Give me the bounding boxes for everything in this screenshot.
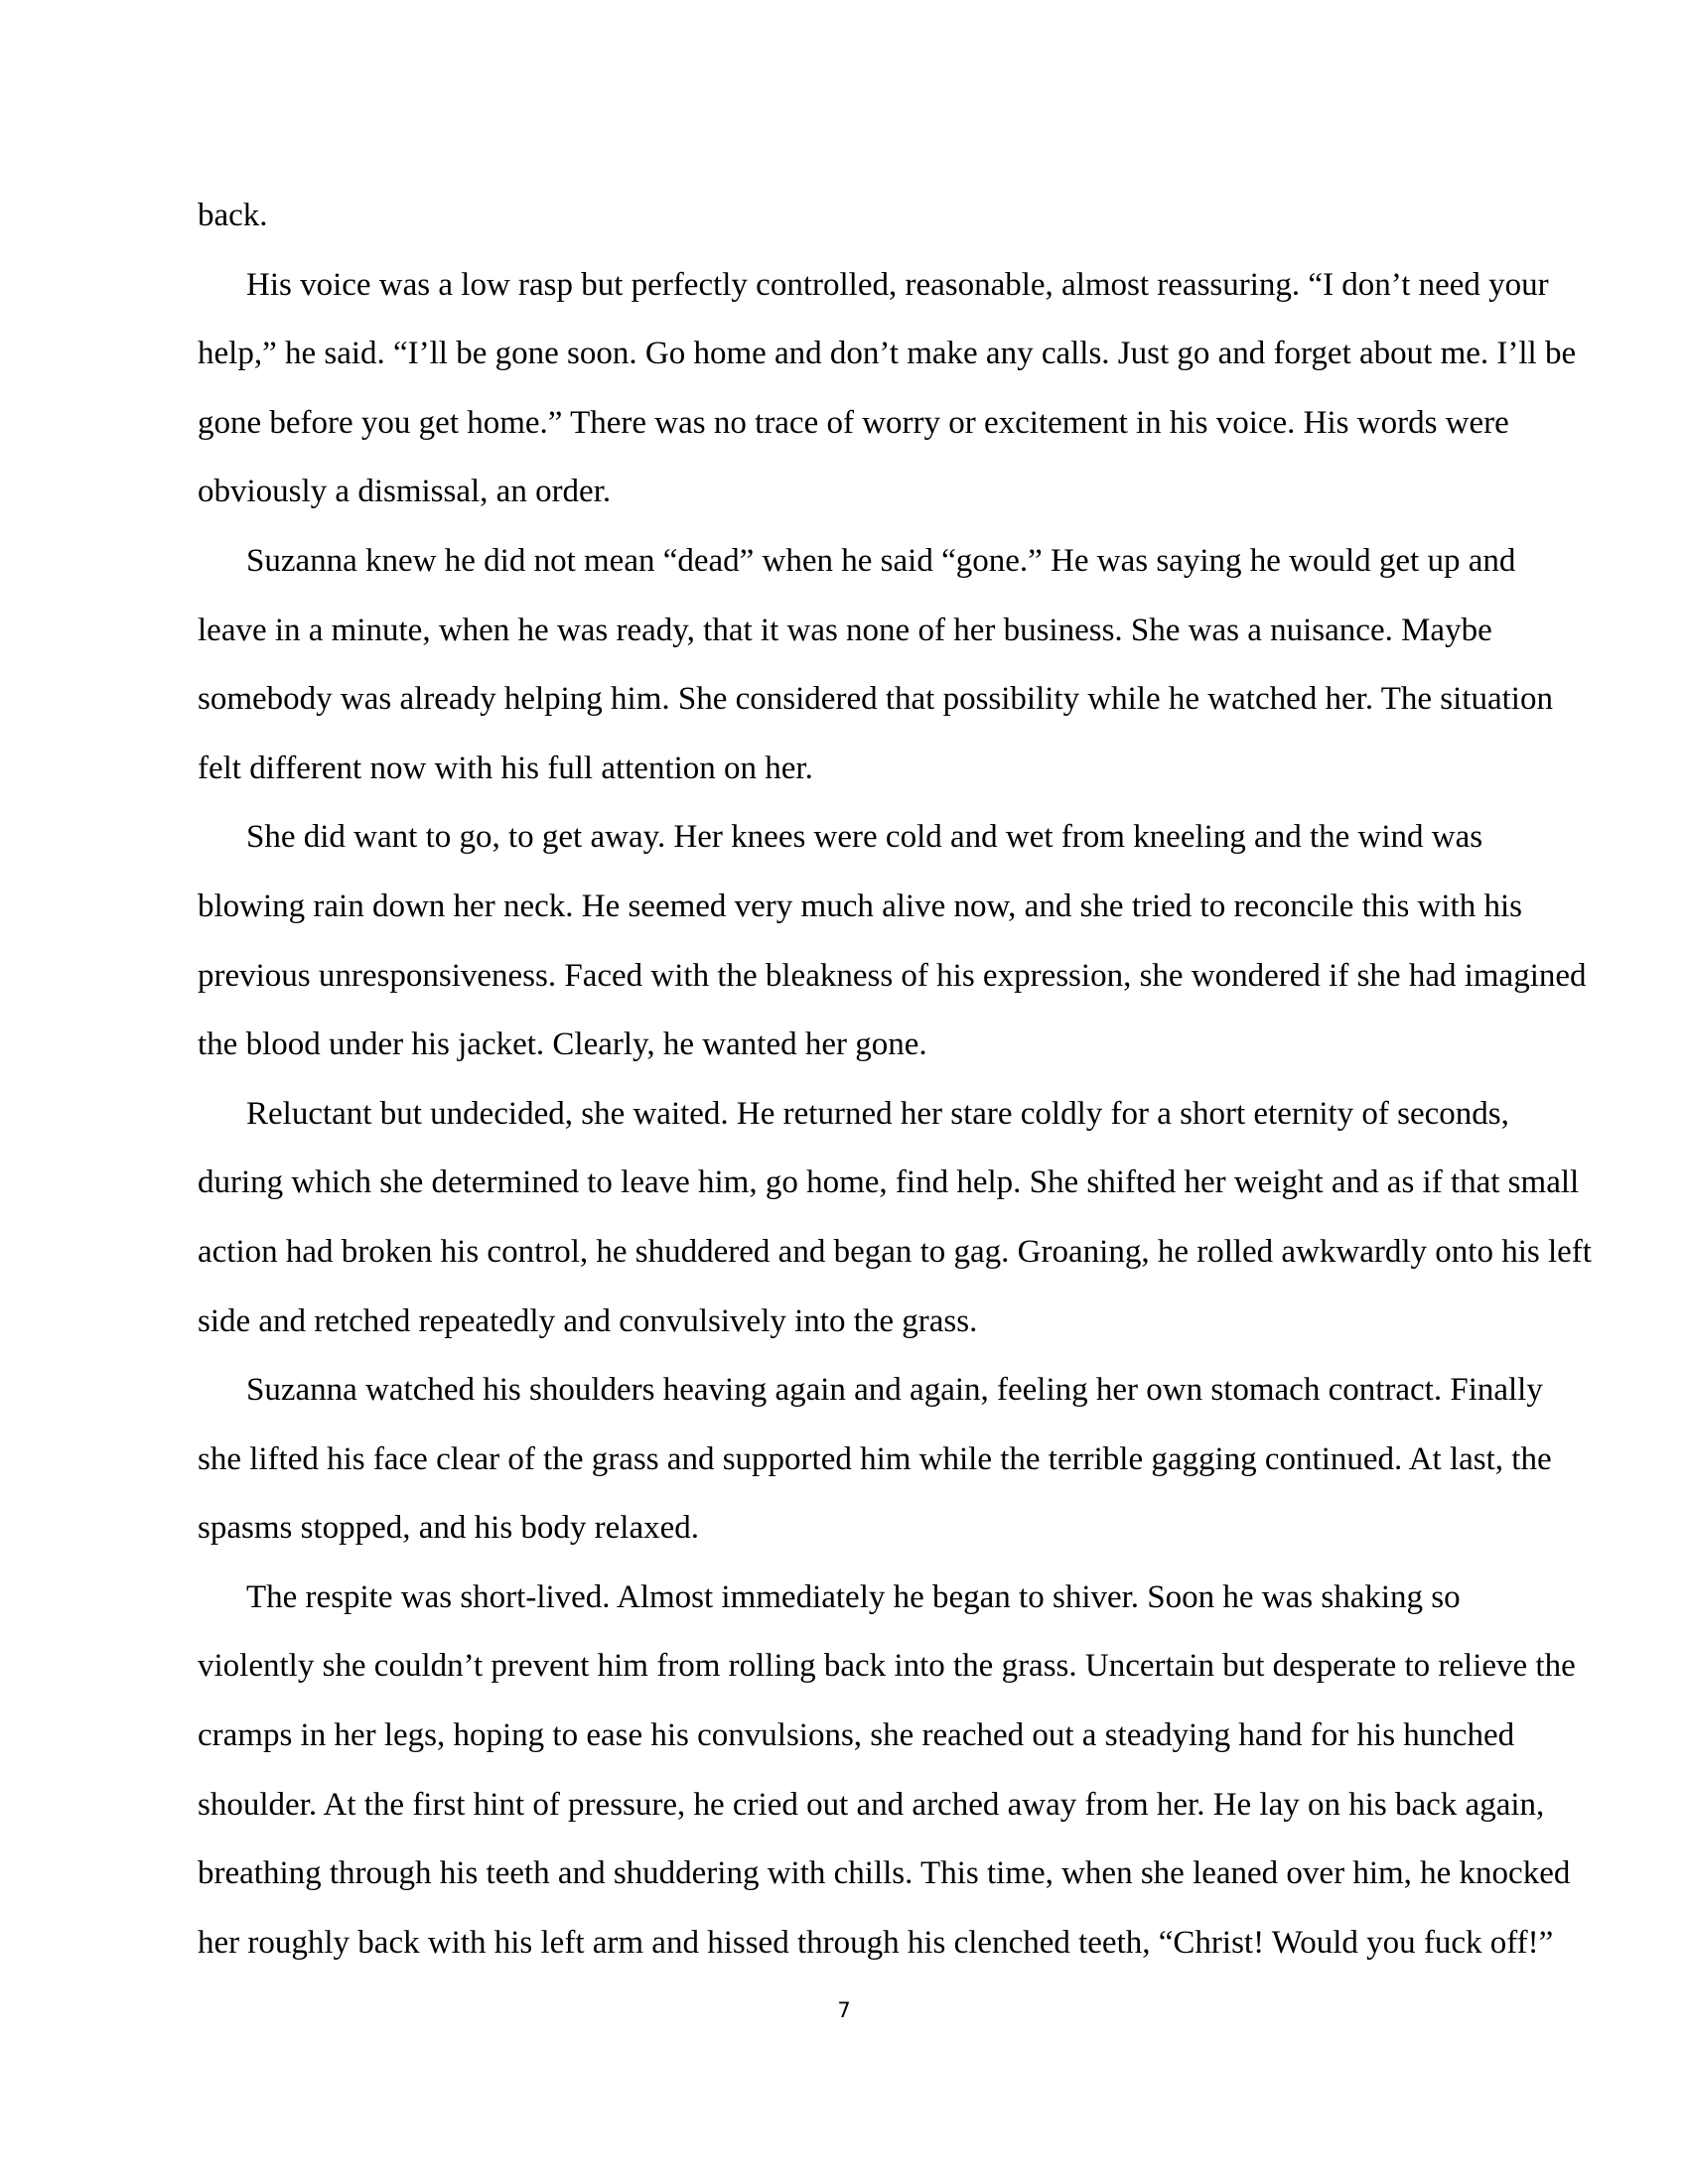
- body-text: [198, 196, 1592, 1991]
- paragraph: [198, 1577, 1576, 1992]
- text-line: obviously a dismissal, an order.: [198, 474, 612, 510]
- text-line: breathing through his teeth and shuddering with chills. This time, when she leaned over him, he knocked: [198, 1855, 1571, 1892]
- text-line: violently she couldn’t prevent him from rolling back into the grass. Uncertain but desperate to relieve the: [198, 1648, 1576, 1685]
- paragraph: [198, 1094, 1592, 1370]
- text-line: her roughly back with his left arm and hissed through his clenched teeth, “Christ! Would you fuck off!”: [198, 1924, 1554, 1961]
- text-line: help,” he said. “I’ll be gone soon. Go home and don’t make any calls. Just go and forget about me. I’ll be: [198, 336, 1577, 372]
- text-line: somebody was already helping him. She considered that possibility while he watched her. The situation: [198, 681, 1553, 718]
- text-line: Suzanna watched his shoulders heaving again and again, feeling her own stomach contract. Finally: [246, 1372, 1543, 1409]
- text-line: blowing rain down her neck. He seemed very much alive now, and she tried to reconcile this with his: [198, 887, 1522, 924]
- text-line: back.: [198, 198, 268, 233]
- text-line: the blood under his jacket. Clearly, he wanted her gone.: [198, 1026, 927, 1063]
- text-line: Reluctant but undecided, she waited. He returned her stare coldly for a short eternity of seconds,: [246, 1095, 1509, 1132]
- paragraph: [198, 1370, 1552, 1577]
- paragraph: [198, 541, 1553, 817]
- text-line: felt different now with his full attention on her.: [198, 750, 813, 786]
- text-line: shoulder. At the first hint of pressure, he cried out and arched away from her. He lay on his back again,: [198, 1786, 1545, 1823]
- paragraph: [198, 817, 1587, 1093]
- text-line: The respite was short-lived. Almost immediately he began to shiver. Soon he was shaking so: [246, 1578, 1461, 1615]
- text-line: Suzanna knew he did not mean “dead” when he said “gone.” He was saying he would get up and: [246, 542, 1516, 579]
- paragraph: [198, 265, 1577, 541]
- text-line: gone before you get home.” There was no trace of worry or excitement in his voice. His words were: [198, 404, 1509, 441]
- paragraph: [198, 196, 1508, 265]
- text-line: previous unresponsiveness. Faced with the bleakness of his expression, she wondered if she had imagined: [198, 957, 1587, 994]
- page-number: 7: [837, 1998, 851, 2022]
- text-line: His voice was a low rasp but perfectly controlled, reasonable, almost reassuring. “I don’t need your: [246, 266, 1549, 303]
- text-line: action had broken his control, he shuddered and began to gag. Groaning, he rolled awkwardly onto his left: [198, 1233, 1592, 1270]
- text-line: she lifted his face clear of the grass and supported him while the terrible gagging continued. At last, the: [198, 1440, 1552, 1477]
- text-line: cramps in her legs, hoping to ease his convulsions, she reached out a steadying hand for his hunched: [198, 1717, 1515, 1754]
- text-line: side and retched repeatedly and convulsively into the grass.: [198, 1302, 978, 1339]
- text-line: She did want to go, to get away. Her knees were cold and wet from kneeling and the wind was: [246, 819, 1483, 856]
- text-line: leave in a minute, when he was ready, that it was none of her business. She was a nuisance. Maybe: [198, 612, 1492, 648]
- text-line: spasms stopped, and his body relaxed.: [198, 1510, 700, 1547]
- text-line: during which she determined to leave him, go home, find help. She shifted her weight and as if that small: [198, 1164, 1580, 1201]
